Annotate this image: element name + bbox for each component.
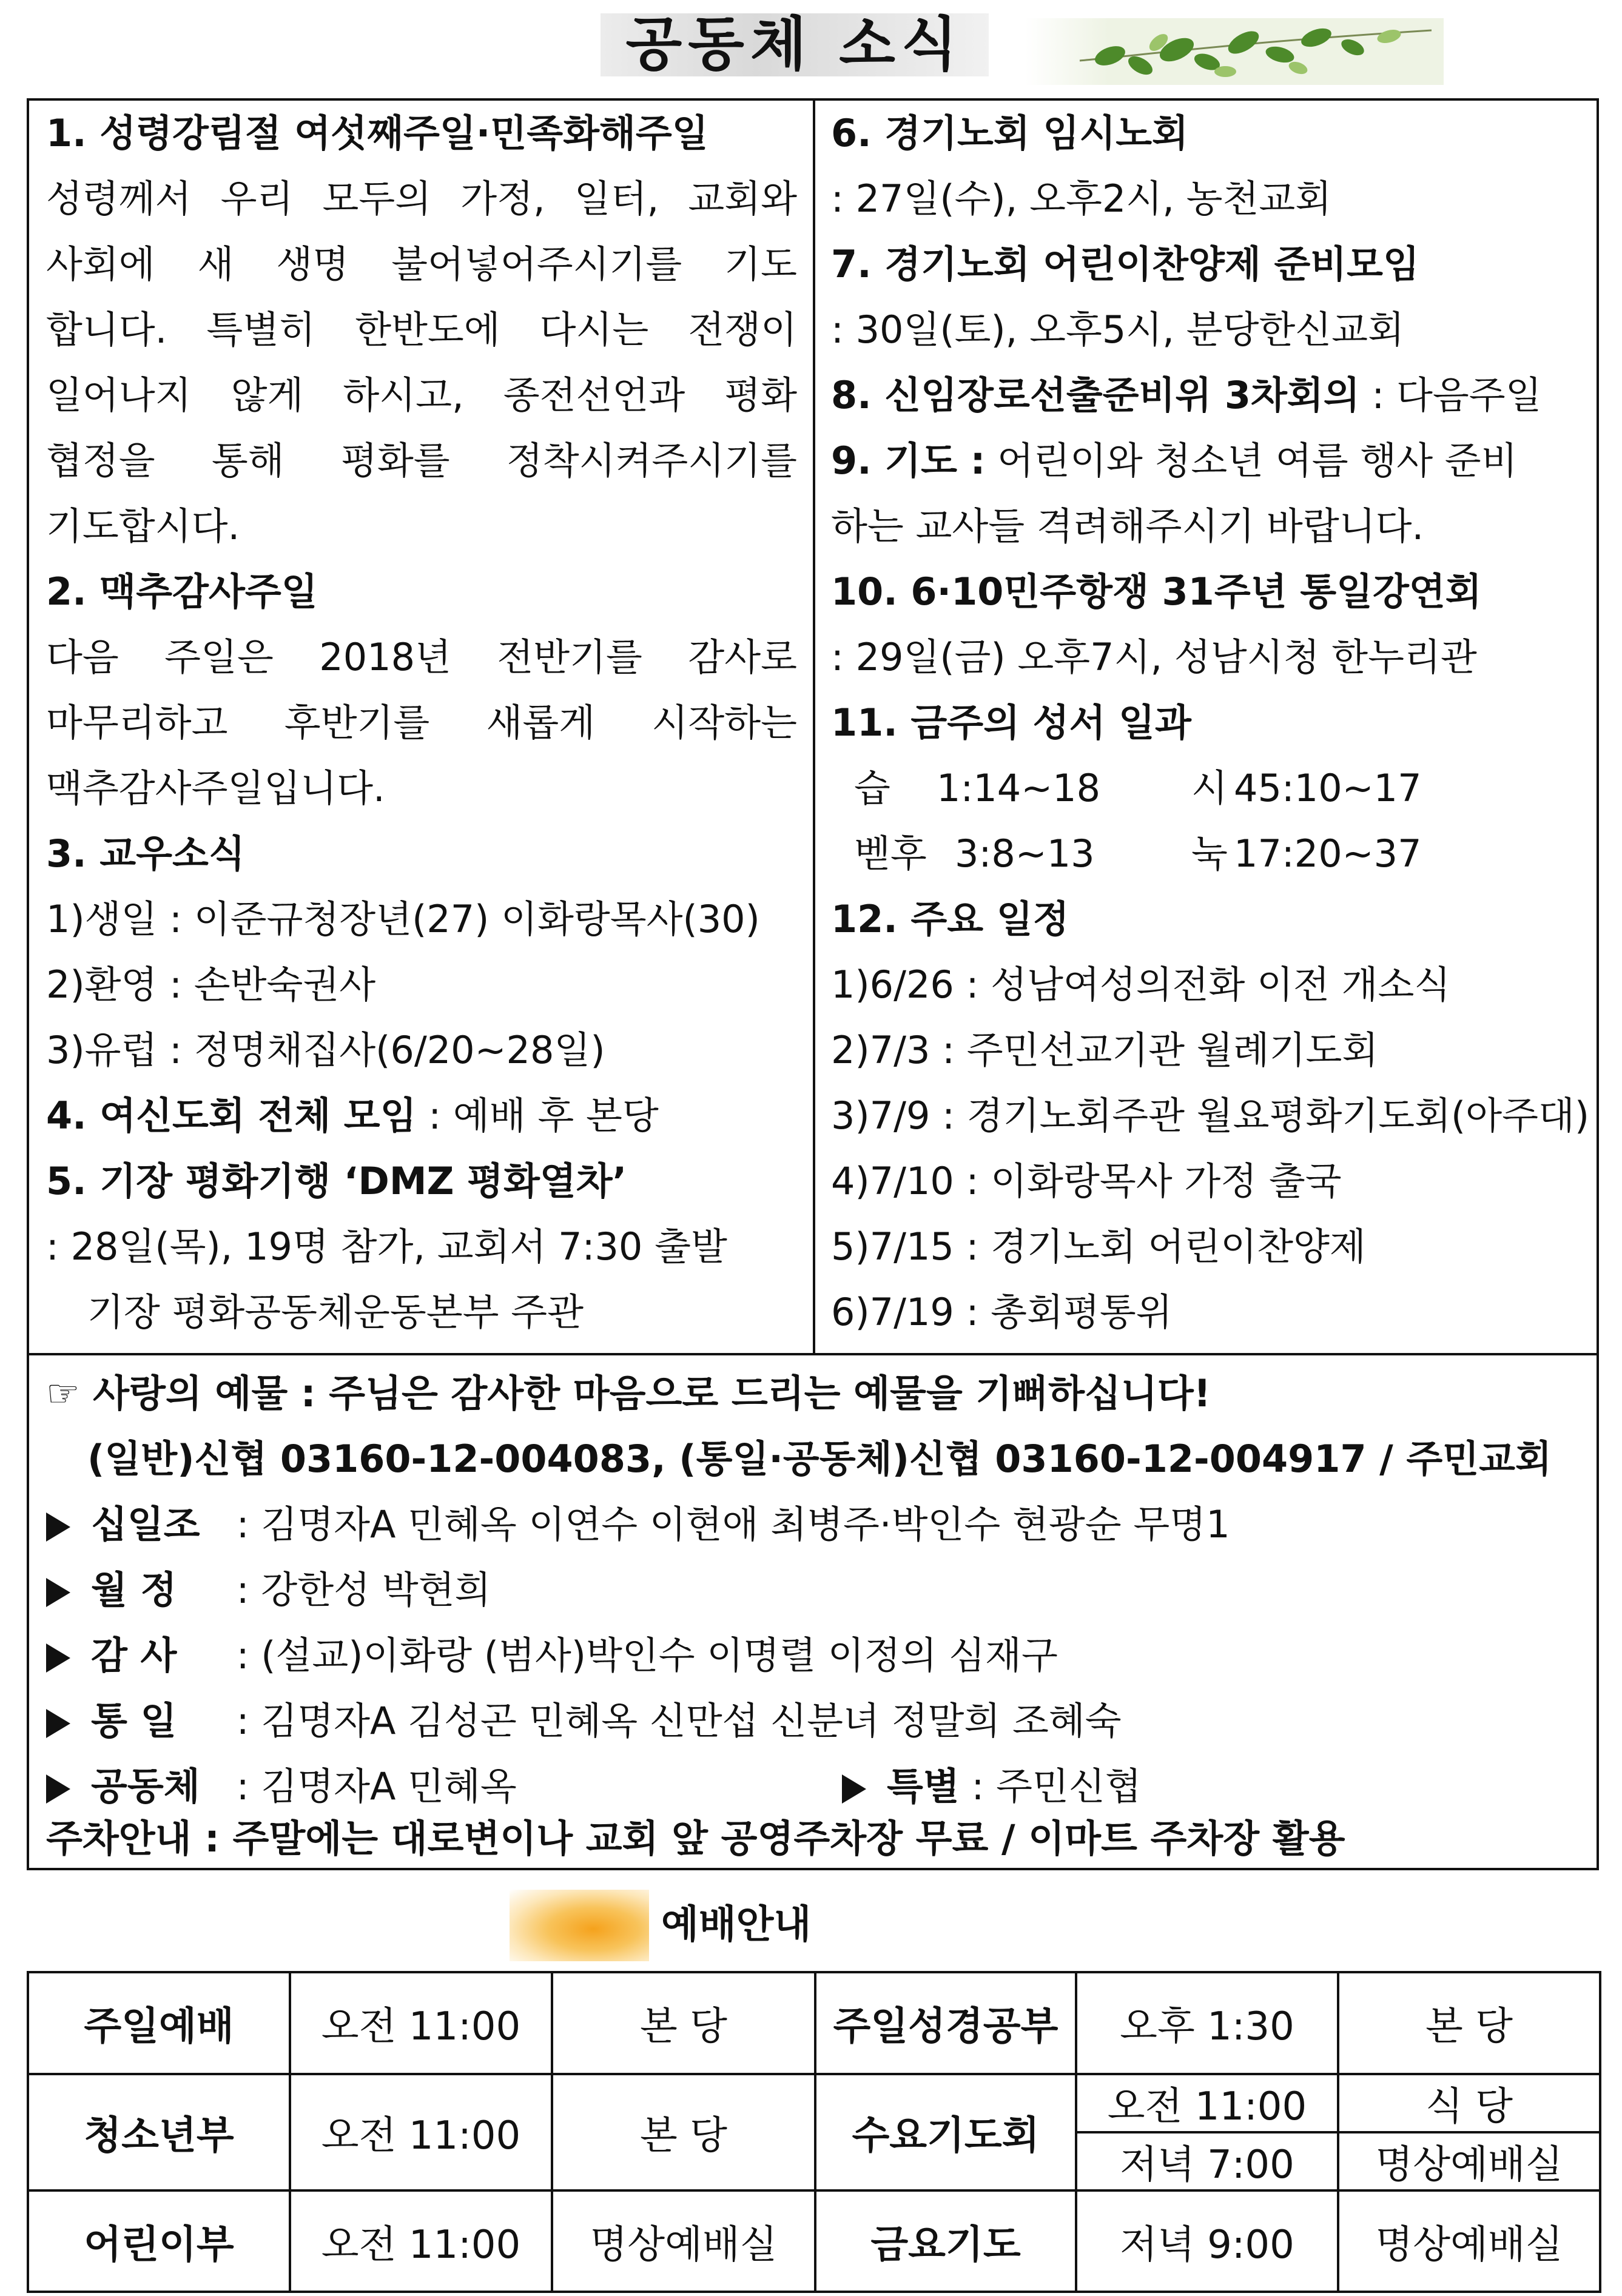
section-3-line: 3)유럽 : 정명채집사(6/20~28일) xyxy=(46,1028,605,1072)
offering-row xyxy=(46,1623,1058,1688)
service-time: 오후 1:30 xyxy=(1076,1972,1338,2074)
offering-row xyxy=(46,1688,1122,1754)
service-time: 저녁 9:00 xyxy=(1076,2190,1338,2292)
service-name: 금요기도 xyxy=(815,2190,1076,2292)
section-8 xyxy=(831,363,1542,428)
triangle-bullet-icon xyxy=(46,1512,70,1542)
section-9-text: 어린이와 청소년 여름 행사 준비 xyxy=(985,438,1518,483)
section-4 xyxy=(46,1083,659,1149)
offering-special-names: : 주민신협 xyxy=(959,1764,1142,1808)
section-2-title: 2. 맥추감사주일 xyxy=(46,569,318,614)
service-place-split xyxy=(1338,2074,1600,2190)
section-1-line: 사회에 새 생명 불어넣어주시기를 기도 xyxy=(46,242,797,286)
worship-title: 예배안내 xyxy=(661,1902,812,1947)
section-3-line: 1)생일 : 이준규청장년(27) 이화랑목사(30) xyxy=(46,897,760,941)
section-4-text: : 예배 후 본당 xyxy=(416,1093,659,1138)
reading-ref: 3:8~13 xyxy=(955,831,1095,876)
offering-names: : 강한성 박현희 xyxy=(224,1568,491,1612)
offering-category: 통 일 xyxy=(91,1699,177,1743)
offering-accounts: (일반)신협 03160-12-004083, (통일·공동체)신협 03160-12-004917 / 주민교회 xyxy=(87,1437,1552,1481)
table-row xyxy=(28,2190,1600,2292)
offering-row xyxy=(46,1557,491,1623)
triangle-bullet-icon xyxy=(46,1643,70,1673)
offering-category: 월 정 xyxy=(91,1568,177,1612)
section-7-title: 7. 경기노회 어린이찬양제 준비모임 xyxy=(831,242,1419,286)
service-place: 명상예배실 xyxy=(1339,2131,1599,2189)
schedule-item: 5)7/15 : 경기노회 어린이찬양제 xyxy=(831,1224,1366,1269)
reading-book: 시 xyxy=(1191,766,1228,810)
service-place: 명상예배실 xyxy=(1338,2190,1600,2292)
section-2-line: 마무리하고 후반기를 새롭게 시작하는 xyxy=(46,700,797,745)
schedule-item: 1)6/26 : 성남여성의전화 이전 개소식 xyxy=(831,962,1451,1007)
section-1-line: 기도합시다. xyxy=(46,504,240,548)
section-1-line: 성령께서 우리 모두의 가정, 일터, 교회와 xyxy=(46,176,797,221)
offering-category: 감 사 xyxy=(91,1633,177,1677)
section-10-title: 10. 6·10민주항쟁 31주년 통일강연회 xyxy=(831,569,1482,614)
section-2-line: 다음 주일은 2018년 전반기를 감사로 xyxy=(46,635,797,679)
service-place: 본 당 xyxy=(1338,1972,1600,2074)
offering-category: 공동체 xyxy=(91,1764,200,1808)
service-place: 본 당 xyxy=(552,1972,815,2074)
service-time-split xyxy=(1076,2074,1338,2190)
service-name: 주일성경공부 xyxy=(815,1972,1076,2074)
service-place: 본 당 xyxy=(552,2074,815,2190)
table-row xyxy=(28,1972,1600,2074)
section-9-text-2: 하는 교사들 격려해주시기 바랍니다. xyxy=(831,504,1424,548)
service-place: 식 당 xyxy=(1425,2084,1513,2129)
service-name: 수요기도회 xyxy=(815,2074,1076,2190)
reading-ref: 17:20~37 xyxy=(1234,831,1422,876)
service-name: 주일예배 xyxy=(28,1972,290,2074)
schedule-item: 4)7/10 : 이화랑목사 가정 출국 xyxy=(831,1159,1342,1203)
offering-names: : (설교)이화랑 (범사)박인수 이명렬 이정의 심재구 xyxy=(224,1633,1058,1677)
section-6-title: 6. 경기노회 임시노회 xyxy=(831,111,1188,155)
news-box xyxy=(27,98,1599,1870)
offering-names: : 김명자A 민혜옥 이연수 이현애 최병주·박인수 현광순 무명1 xyxy=(224,1502,1230,1546)
schedule-item: 6)7/19 : 총회평통위 xyxy=(831,1290,1173,1334)
page-title: 공동체 소식 xyxy=(625,10,964,78)
section-5-line: : 28일(목), 19명 참가, 교회서 7:30 출발 xyxy=(46,1224,727,1269)
service-time: 저녁 7:00 xyxy=(1077,2131,1337,2189)
section-3-line: 2)환영 : 손반숙권사 xyxy=(46,962,376,1007)
header xyxy=(601,8,989,80)
triangle-bullet-icon xyxy=(46,1709,70,1738)
offering-category: 십일조 xyxy=(91,1502,200,1546)
worship-header xyxy=(510,1880,995,1953)
service-place: 명상예배실 xyxy=(552,2190,815,2292)
section-10-text: : 29일(금) 오후7시, 성남시청 한누리관 xyxy=(831,635,1477,679)
section-11-title: 11. 금주의 성서 일과 xyxy=(831,700,1191,745)
section-9-title: 9. 기도 : xyxy=(831,438,986,483)
table-row xyxy=(28,2074,1600,2190)
section-1-title: 1. 성령강림절 여섯째주일·민족화해주일 xyxy=(46,111,708,155)
offering-names: : 김명자A 김성곤 민혜옥 신만섭 신분녀 정말희 조혜숙 xyxy=(224,1699,1122,1743)
parking-notice: 주차안내 : 주말에는 대로변이나 교회 앞 공영주차장 무료 / 이마트 주차장 활용 xyxy=(46,1816,1345,1861)
schedule-item: 2)7/3 : 주민선교기관 월례기도회 xyxy=(831,1028,1379,1072)
section-2-line: 맥추감사주일입니다. xyxy=(46,766,385,810)
section-8-title: 8. 신임장로선출준비위 3차회의 xyxy=(831,373,1360,417)
section-8-text: : 다음주일 xyxy=(1359,373,1542,417)
triangle-bullet-icon xyxy=(46,1774,70,1804)
flower-decoration-icon xyxy=(510,1890,649,1961)
service-name: 어린이부 xyxy=(28,2190,290,2292)
offering-row xyxy=(46,1492,1230,1557)
left-column xyxy=(29,101,815,1353)
reading-book: 벧후 xyxy=(854,831,927,876)
section-7-text: : 30일(토), 오후5시, 분당한신교회 xyxy=(831,307,1404,352)
service-time: 오전 11:00 xyxy=(290,2074,552,2190)
reading-book: 습 xyxy=(854,766,890,810)
section-12-title: 12. 주요 일정 xyxy=(831,897,1069,941)
worship-schedule-table xyxy=(27,1971,1601,2293)
triangle-bullet-icon xyxy=(46,1578,70,1607)
section-4-title: 4. 여신도회 전체 모임 xyxy=(46,1093,417,1138)
reading-ref: 45:10~17 xyxy=(1234,766,1422,810)
section-3-title: 3. 교우소식 xyxy=(46,831,245,876)
section-divider xyxy=(29,1353,1597,1355)
leaf-decoration-icon xyxy=(1025,18,1444,85)
service-time: 오전 11:00 xyxy=(290,2190,552,2292)
section-1-line: 일어나지 않게 하시고, 종전선언과 평화 xyxy=(46,373,797,417)
schedule-item: 3)7/9 : 경기노회주관 월요평화기도회(아주대) xyxy=(831,1093,1590,1138)
section-1-line: 협정을 통해 평화를 정착시켜주시기를 xyxy=(46,438,797,483)
service-name: 청소년부 xyxy=(28,2074,290,2190)
section-1-line: 합니다. 특별히 한반도에 다시는 전쟁이 xyxy=(46,307,797,352)
section-5-line: 기장 평화공동체운동본부 주관 xyxy=(87,1290,584,1334)
section-5-title: 5. 기장 평화기행 ‘DMZ 평화열차’ xyxy=(46,1159,627,1203)
triangle-bullet-icon xyxy=(842,1774,866,1804)
service-time: 오전 11:00 xyxy=(290,1972,552,2074)
right-column xyxy=(815,101,1599,1353)
service-time: 오전 11:00 xyxy=(1107,2084,1307,2129)
section-9 xyxy=(831,428,1518,494)
reading-ref: 1:14~18 xyxy=(937,766,1101,810)
section-6-text: : 27일(수), 오후2시, 농천교회 xyxy=(831,176,1332,221)
offering-special-category: 특별 xyxy=(887,1764,960,1808)
offering-headline: ☞ 사랑의 예물 : 주님은 감사한 마음으로 드리는 예물을 기뻐하십니다! xyxy=(46,1371,1211,1415)
reading-book: 눅 xyxy=(1191,831,1228,876)
offering-names: : 김명자A 민혜옥 xyxy=(224,1764,517,1808)
